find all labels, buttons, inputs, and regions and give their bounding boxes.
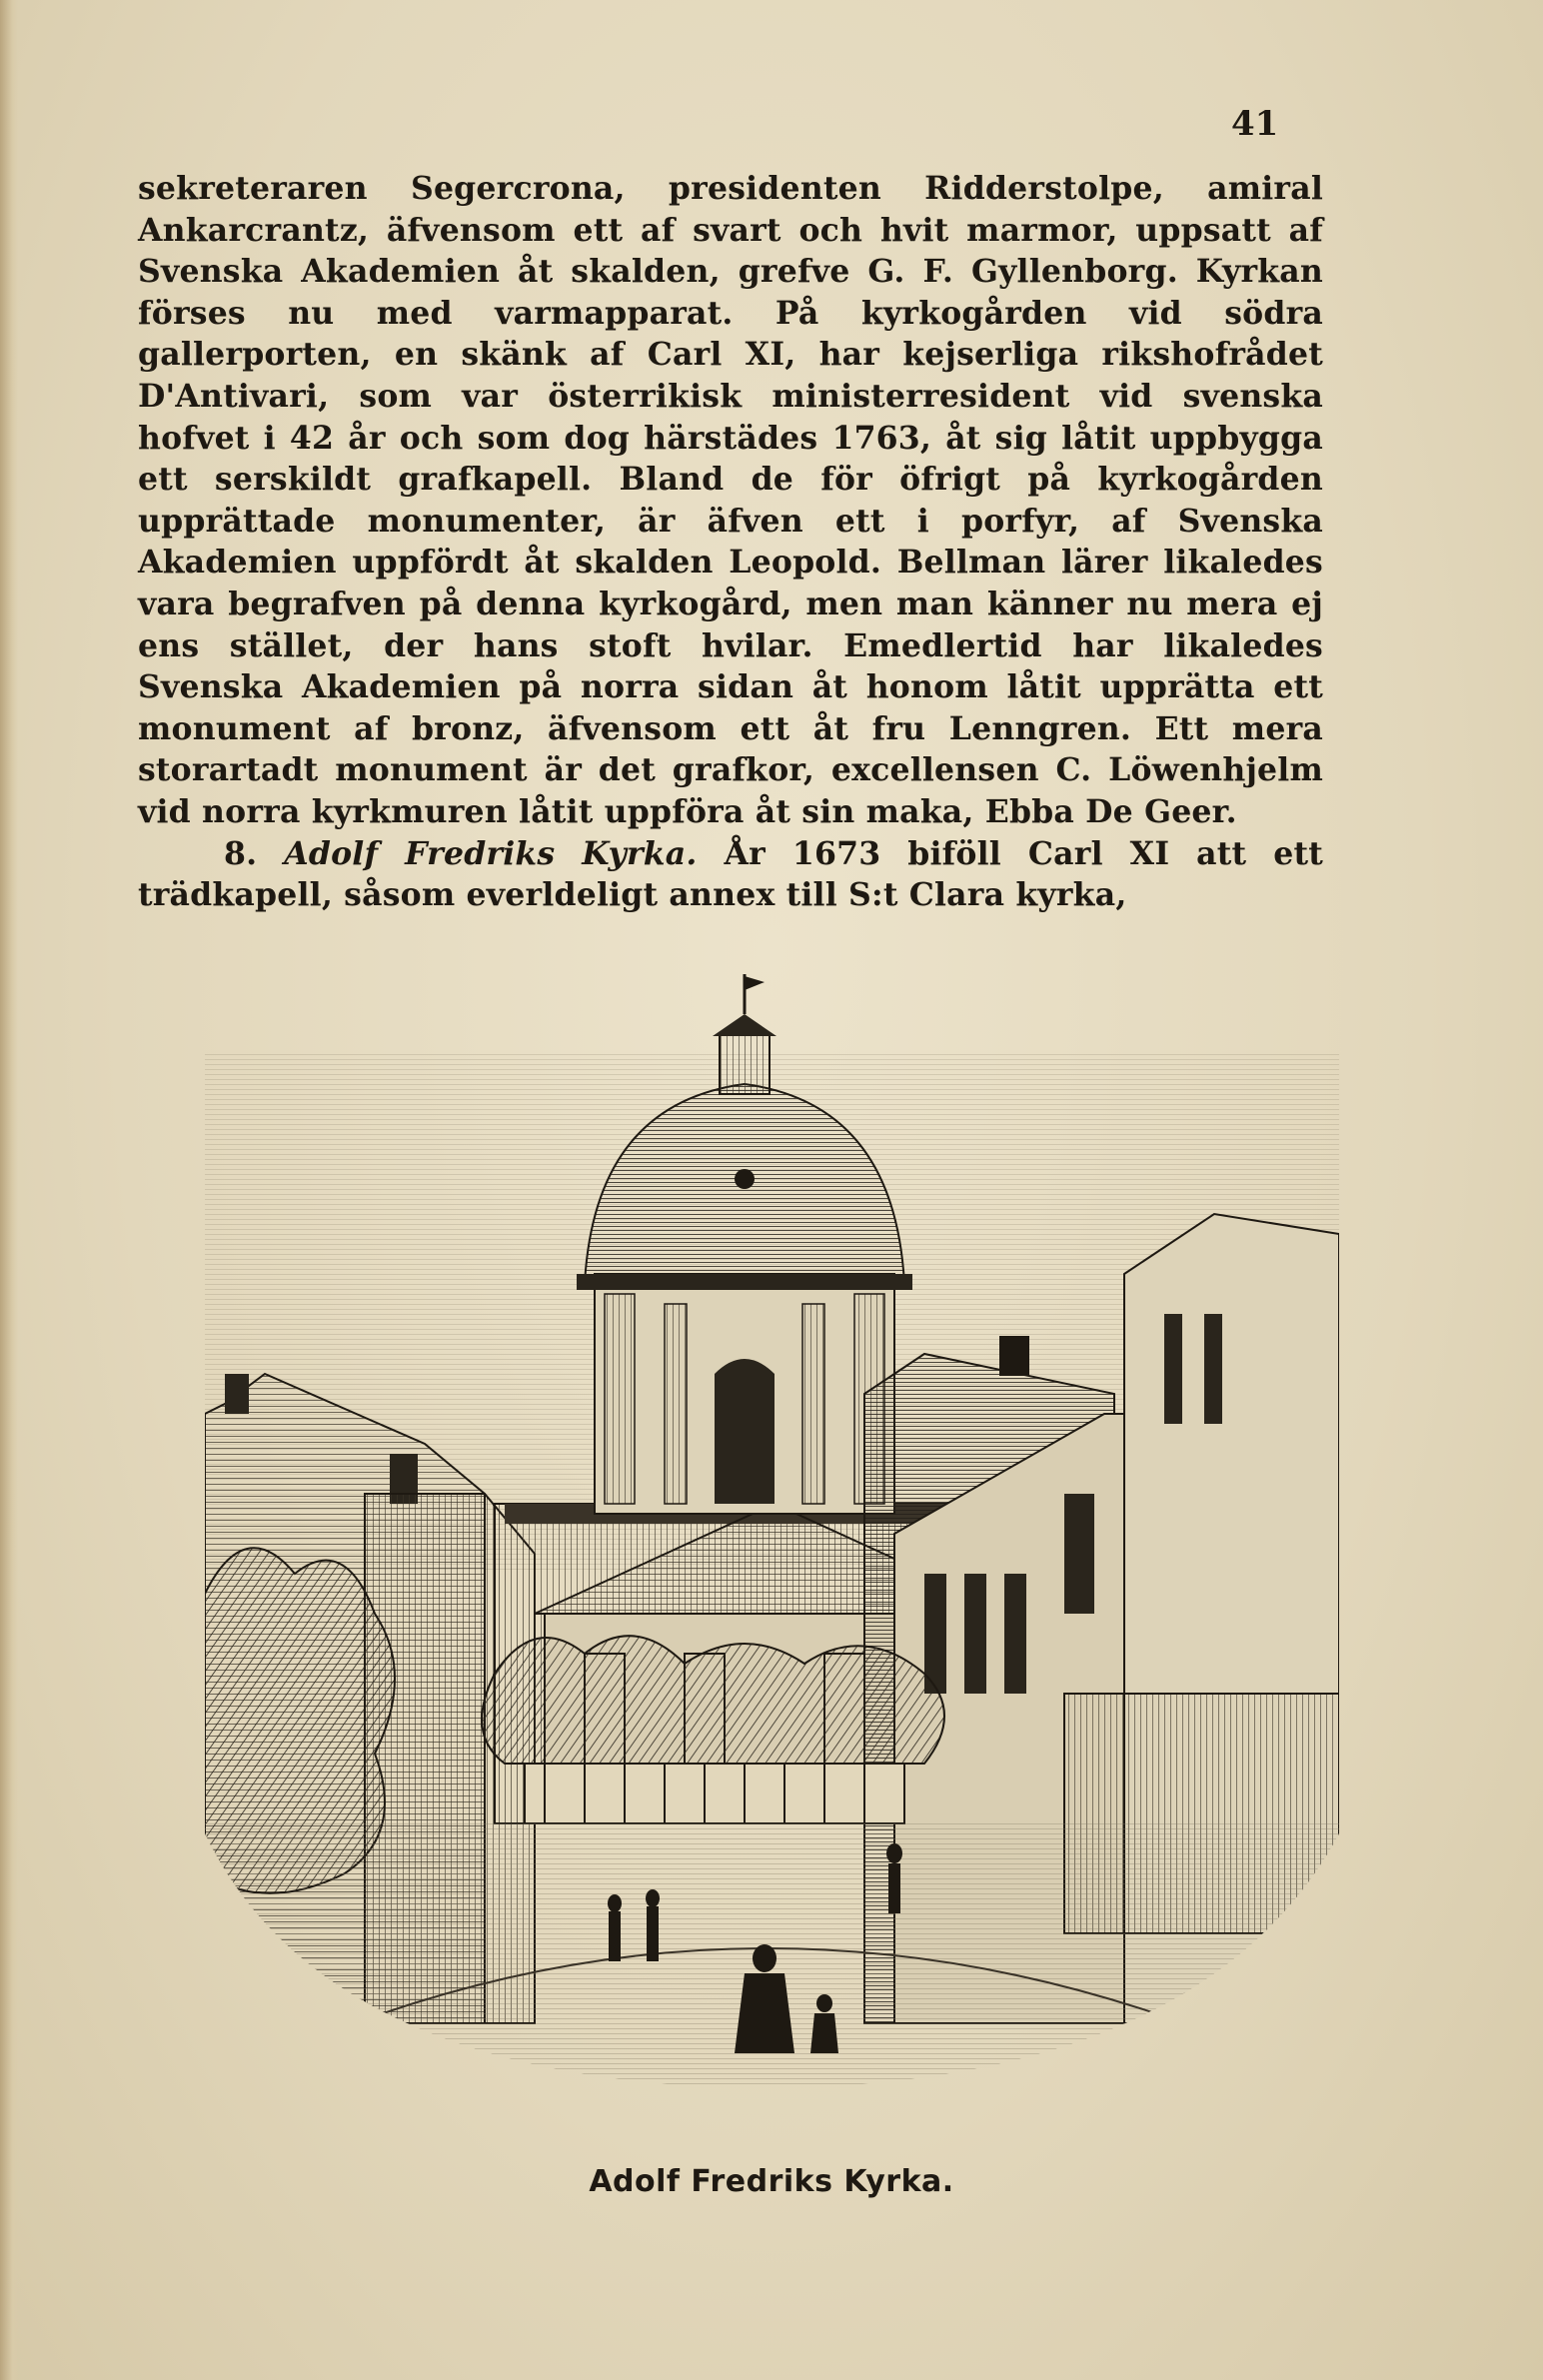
section-title: Adolf Fredriks Kyrka. xyxy=(284,834,698,872)
church-engraving xyxy=(205,974,1339,2103)
paragraph-1: sekreteraren Segercrona, presidenten Ridderstolpe, amiral Ankarcrantz, äfvensom ett af svart och hvit marmor, uppsatt af Svenska Akademien åt skalden, grefve G. F. Gyllenborg. Kyrkan förses nu med varmapparat. På kyrkogården vid södra gallerporten, en skänk af Carl XI, har kejserliga rikshofrådet D'Antivari, som var österrikisk ministerresident vid svenska hofvet i 42 år och som dog härstädes 1763, åt sig låtit uppbygga ett serskildt grafkapell. Bland de för öfrigt på kyrkogården upprättade monumenter, är äfven ett i porfyr, af Svenska Akademien uppfördt åt skalden Leopold. Bellman lärer likaledes vara begrafven på denna kyrkogård, men man känner nu mera ej ens stället, der hans stoft hvilar. Emedlertid har likaledes Svenska Akademien på norra sidan åt honom låtit upprätta ett monument af bronz, äfvensom ett åt fru Lenngren. Ett mera storartadt monument är det grafkor, excellensen C. Löwenhjelm vid norra kyrkmuren låtit uppföra åt sin maka, Ebba De Geer. xyxy=(138,170,1323,830)
section-number: 8. xyxy=(224,834,258,872)
body-text xyxy=(138,168,1323,916)
binding-edge xyxy=(0,0,18,2380)
page-number: 41 xyxy=(1231,104,1279,144)
section-text: År 1673 biföll Carl XI att ett trädkapell, såsom everldeligt annex till S:t Clara kyrka, xyxy=(138,834,1323,914)
paragraph-2 xyxy=(138,833,1323,916)
illustration-caption: Adolf Fredriks Kyrka. xyxy=(589,2164,954,2199)
